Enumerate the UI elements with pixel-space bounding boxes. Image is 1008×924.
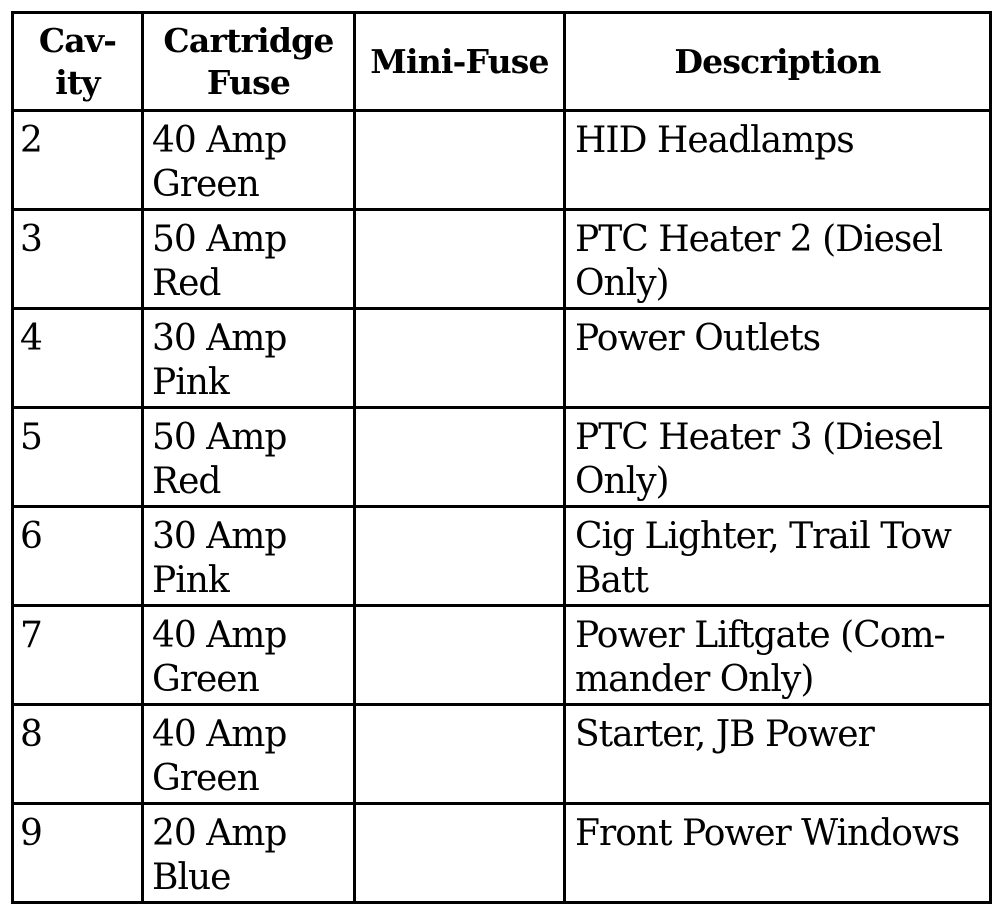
cell-description-text [566, 508, 989, 603]
cell-mini-fuse [355, 408, 565, 507]
cell-cavity-text [14, 310, 141, 361]
cell-mini-fuse [355, 111, 565, 210]
cell-cartridge-fuse-line: Green [152, 164, 259, 205]
cell-description [565, 210, 991, 309]
table-body [13, 111, 991, 903]
header-row [13, 13, 991, 111]
cell-mini-fuse-text [356, 409, 563, 416]
cell-cartridge-fuse-line: 30 Amp [152, 318, 287, 359]
cell-cartridge-fuse-text [144, 706, 353, 801]
cell-cartridge-fuse-line: Pink [152, 362, 229, 403]
cell-cartridge-fuse-line: Red [152, 461, 221, 502]
cell-mini-fuse-text [356, 607, 563, 614]
cell-cavity-text [14, 607, 141, 658]
header-description [565, 13, 991, 111]
cell-cavity [13, 408, 143, 507]
table-row [13, 804, 991, 903]
table-row [13, 408, 991, 507]
fuse-table [11, 11, 992, 904]
cell-description-text [566, 805, 989, 856]
cell-description [565, 309, 991, 408]
cell-description-line: PTC Heater 3 (Diesel [575, 417, 943, 458]
header-cartridge-line-1: Cartridge [163, 20, 334, 60]
cell-cartridge-fuse-line: Green [152, 659, 259, 700]
cell-mini-fuse-text [356, 211, 563, 218]
cell-cavity-value: 5 [20, 417, 42, 458]
cell-mini-fuse [355, 210, 565, 309]
cell-description [565, 705, 991, 804]
table-row [13, 507, 991, 606]
table-row [13, 210, 991, 309]
cell-description-text [566, 706, 989, 757]
cell-mini-fuse [355, 606, 565, 705]
cell-description-line: Cig Lighter, Trail Tow [575, 516, 951, 557]
cell-description [565, 804, 991, 903]
cell-cartridge-fuse-text [144, 508, 353, 603]
table-row [13, 606, 991, 705]
cell-cavity-value: 3 [20, 219, 42, 260]
cell-description-line: Front Power Windows [575, 813, 960, 854]
cell-cartridge-fuse [143, 309, 355, 408]
cell-mini-fuse-text [356, 112, 563, 119]
cell-cartridge-fuse [143, 705, 355, 804]
cell-description-line: Power Outlets [575, 318, 821, 359]
cell-mini-fuse-text [356, 508, 563, 515]
cell-cartridge-fuse-text [144, 310, 353, 405]
cell-description [565, 408, 991, 507]
cell-cartridge-fuse-line: 40 Amp [152, 120, 287, 161]
cell-cartridge-fuse-line: 50 Amp [152, 219, 287, 260]
cell-cavity-value: 6 [20, 516, 42, 557]
cell-description-line: Starter, JB Power [575, 714, 874, 755]
cell-cavity [13, 210, 143, 309]
cell-cartridge-fuse [143, 210, 355, 309]
cell-description [565, 507, 991, 606]
header-cavity-line-1: Cav- [38, 20, 117, 60]
table-row [13, 111, 991, 210]
cell-cavity [13, 705, 143, 804]
cell-description-text [566, 310, 989, 361]
cell-cavity-value: 4 [20, 318, 42, 359]
table-row [13, 309, 991, 408]
cell-mini-fuse [355, 705, 565, 804]
cell-description-line: Only) [575, 263, 669, 304]
cell-cartridge-fuse-line: Blue [152, 857, 231, 898]
cell-cartridge-fuse-text [144, 607, 353, 702]
cell-cartridge-fuse-text [144, 211, 353, 306]
cell-cavity-value: 7 [20, 615, 42, 656]
header-mini-fuse [355, 13, 565, 111]
cell-cavity-text [14, 508, 141, 559]
cell-cavity-text [14, 706, 141, 757]
cell-cavity-text [14, 805, 141, 856]
cell-cartridge-fuse-line: Red [152, 263, 221, 304]
cell-description-line: Batt [575, 560, 648, 601]
cell-description-line: HID Headlamps [575, 120, 854, 161]
cell-cavity [13, 804, 143, 903]
cell-cartridge-fuse-line: 40 Amp [152, 615, 287, 656]
cell-cavity [13, 111, 143, 210]
cell-cavity-text [14, 211, 141, 262]
cell-cartridge-fuse-line: Green [152, 758, 259, 799]
cell-cartridge-fuse-line: 50 Amp [152, 417, 287, 458]
table-row [13, 705, 991, 804]
cell-description-text [566, 211, 989, 306]
cell-cavity [13, 606, 143, 705]
cell-cartridge-fuse-line: 40 Amp [152, 714, 287, 755]
cell-description [565, 111, 991, 210]
cell-cartridge-fuse [143, 507, 355, 606]
header-cavity [13, 13, 143, 111]
cell-description-text [566, 112, 989, 163]
cell-description-line: PTC Heater 2 (Diesel [575, 219, 943, 260]
cell-cavity [13, 309, 143, 408]
cell-cartridge-fuse-text [144, 112, 353, 207]
cell-description-line: Only) [575, 461, 669, 502]
cell-cartridge-fuse [143, 606, 355, 705]
cell-description-text [566, 409, 989, 504]
cell-cartridge-fuse-line: Pink [152, 560, 229, 601]
cell-mini-fuse [355, 804, 565, 903]
cell-mini-fuse-text [356, 706, 563, 713]
cell-cavity-value: 9 [20, 813, 42, 854]
cell-mini-fuse-text [356, 805, 563, 812]
cell-cavity [13, 507, 143, 606]
cell-cartridge-fuse-line: 20 Amp [152, 813, 287, 854]
cell-cavity-value: 2 [20, 120, 42, 161]
cell-cartridge-fuse-text [144, 409, 353, 504]
cell-cavity-text [14, 409, 141, 460]
cell-description [565, 606, 991, 705]
header-mini-fuse-label: Mini-Fuse [370, 41, 549, 81]
header-cartridge-fuse [143, 13, 355, 111]
cell-cartridge-fuse [143, 408, 355, 507]
cell-mini-fuse [355, 507, 565, 606]
cell-cartridge-fuse [143, 804, 355, 903]
header-description-label: Description [674, 41, 881, 81]
cell-cavity-value: 8 [20, 714, 42, 755]
cell-cartridge-fuse-text [144, 805, 353, 900]
header-cavity-line-2: ity [55, 62, 100, 102]
cell-description-text [566, 607, 989, 702]
cell-description-line: mander Only) [575, 659, 814, 700]
cell-mini-fuse-text [356, 310, 563, 317]
cell-mini-fuse [355, 309, 565, 408]
cell-cartridge-fuse [143, 111, 355, 210]
header-cartridge-line-2: Fuse [206, 62, 291, 102]
cell-description-line: Power Liftgate (Com- [575, 615, 945, 656]
cell-cavity-text [14, 112, 141, 163]
cell-cartridge-fuse-line: 30 Amp [152, 516, 287, 557]
